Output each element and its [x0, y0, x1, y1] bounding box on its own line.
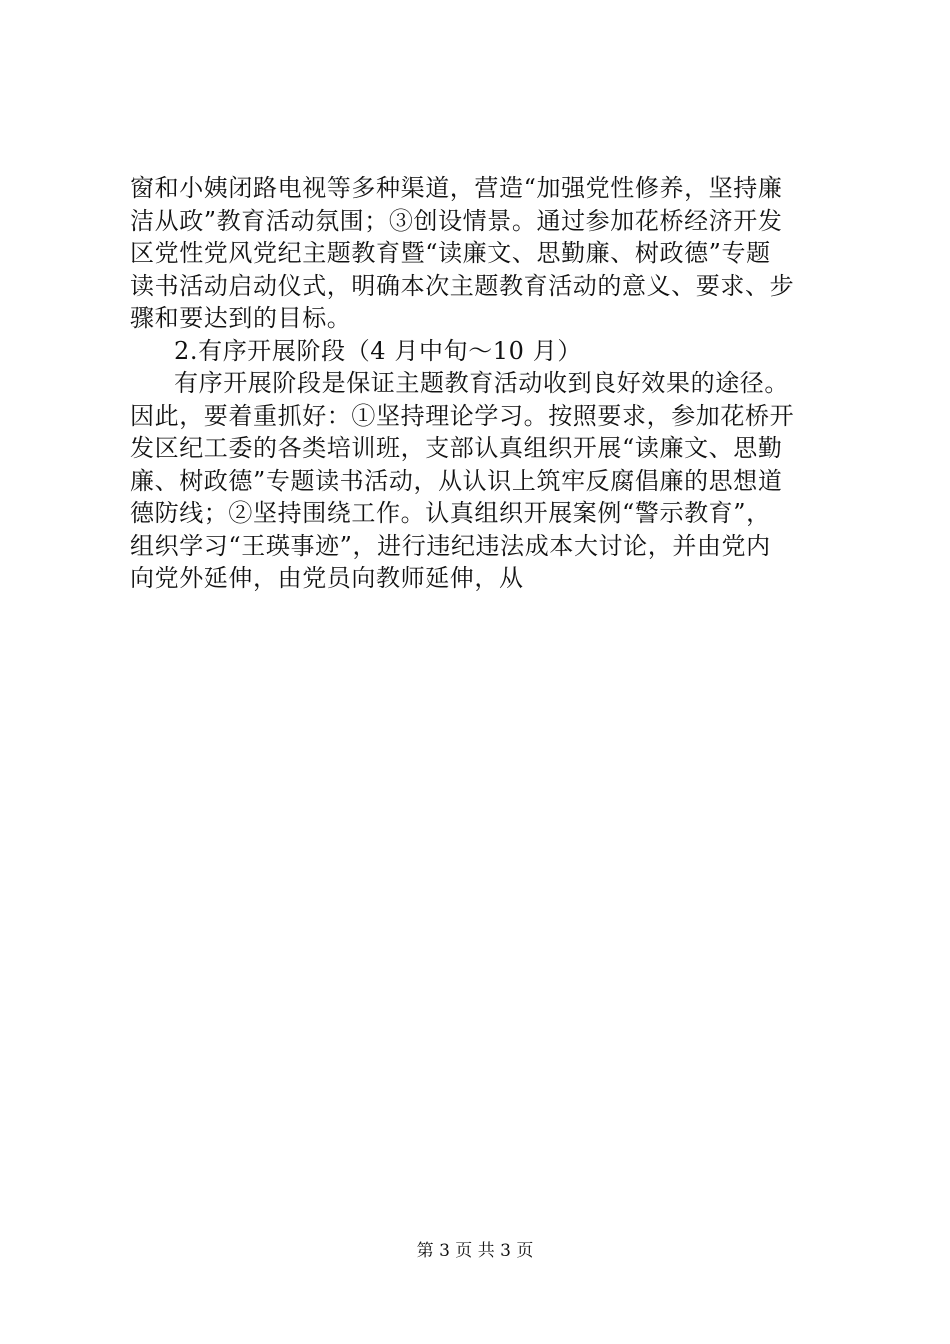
text-line: 窗和小姨闭路电视等多种渠道，营造“加强党性修养，坚持廉 — [130, 174, 783, 202]
text-line: 发区纪工委的各类培训班，支部认真组织开展“读廉文、思勤 — [130, 434, 783, 462]
text-line: 骤和要达到的目标。 — [130, 304, 352, 332]
text-line: 读书活动启动仪式，明确本次主题教育活动的意义、要求、步 — [130, 271, 795, 300]
page-footer: 第 3 页 共 3 页 — [416, 1241, 534, 1261]
heading-line: 2.有序开展阶段（4 月中旬～10 月） — [174, 336, 582, 365]
document-body — [130, 172, 820, 595]
text-line: 洁从政”教育活动氛围；③创设情景。通过参加花桥经济开发 — [130, 206, 783, 235]
text-line: 因此，要着重抓好：①坚持理论学习。按照要求，参加花桥开 — [130, 401, 795, 430]
section-heading — [130, 335, 820, 368]
text-line: 向党外延伸，由党员向教师延伸，从 — [130, 564, 524, 592]
text-line: 区党性党风党纪主题教育暨“读廉文、思勤廉、树政德”专题 — [130, 239, 771, 267]
text-line: 德防线；②坚持围绕工作。认真组织开展案例“警示教育”， — [130, 499, 771, 527]
paragraph-implementation — [130, 367, 820, 595]
paragraph-promotion — [130, 172, 820, 335]
text-line: 有序开展阶段是保证主题教育活动收到良好效果的途径。 — [174, 369, 789, 397]
text-line: 组织学习“王瑛事迹”，进行违纪违法成本大讨论，并由党内 — [130, 531, 771, 560]
text-line: 廉、树政德”专题读书活动，从认识上筑牢反腐倡廉的思想道 — [130, 466, 783, 495]
